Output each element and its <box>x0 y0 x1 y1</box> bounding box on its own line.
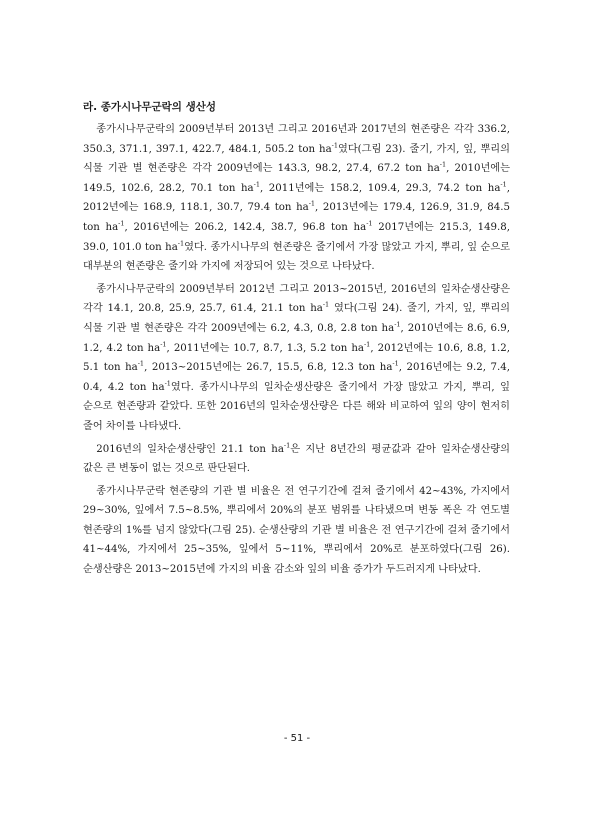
superscript-exponent: -1 <box>366 219 373 228</box>
paragraph-organ-ratio <box>83 482 510 580</box>
paragraph-text-run: 2017년에는 215.3, 149.8, 39.0, 101.0 ton ha <box>83 221 510 253</box>
paragraph-text-run: , 2016년에는 206.2, 142.4, 38.7, 96.8 ton ha <box>124 221 367 233</box>
paragraph-text-run: , 2012년에는 168.9, 118.1, 30.7, 79.4 ton ha <box>83 182 510 214</box>
paragraph-text-run: , 2016년에는 9.2, 7.4, 0.4, 4.2 ton ha <box>83 362 510 393</box>
superscript-exponent: -1 <box>137 359 145 368</box>
paragraph-2016-npp <box>83 440 510 479</box>
paragraph-text-run: 종가시나무군락 현존량의 기관 별 비율은 전 연구기간에 걸쳐 줄기에서 42~43%, 가지에서 29~30%, 잎에서 7.5~8.5%, 뿌리에서 20%의 분포 범위를 나타냈으며 변동 폭은 각 연도별 현존량의 1%를 넘지 않았다(그림 25). 순생산량의 기관 별 비율은 전 연구기간에 걸쳐 줄기에서 41~44%, 가지에서 25~35%, 잎에서 5~11%, 뿌리에서 20%로 분포하였다(그림 26). 순생산량은 2013~2015년에 가지의 비율 감소와 잎의 비율 증가가 두드러지게 나타났다. <box>83 485 510 576</box>
document-body <box>83 98 510 583</box>
section-heading: 라. 종가시나무군락의 생산성 <box>83 101 217 113</box>
paragraph-text-run: , 2012년에는 10.6, 8.8, 1.2, 5.1 ton ha <box>83 342 510 374</box>
superscript-exponent: -1 <box>392 359 399 368</box>
paragraph-text-run: 였다. 종가시나무의 일차순생산량은 줄기에서 가장 많았고 가지, 뿌리, 잎 순으로 현존량과 같았다. 또한 2016년의 일차순생산량은 다른 해와 비교하여 잎의 양이 현저히 줄어 차이를 나타냈다. <box>83 381 510 432</box>
paragraph-text-run: 2016년의 일차순생산량인 21.1 ton ha <box>96 443 284 455</box>
superscript-exponent: -1 <box>500 180 507 189</box>
paragraph-text-run: 였다(그림 24). 줄기, 가지, 잎, 뿌리의 식물 기관 별 현존량은 각각 2009년에는 6.2, 4.3, 0.8, 2.8 ton ha <box>83 303 510 334</box>
superscript-exponent: -1 <box>439 160 447 169</box>
paragraph-text-run: 종가시나무군락의 2009년부터 2013년 그리고 2016년과 2017년의 현존량은 각각 336.2, 350.3, 371.1, 397.1, 422.7, 484.1, 505.2 ton ha <box>83 124 510 155</box>
superscript-exponent: -1 <box>322 300 330 309</box>
paragraph-text-run: , 2011년에는 158.2, 109.4, 29.3, 74.2 ton ha <box>259 182 501 194</box>
paragraph-text-run: , 2013~2015년에는 26.7, 15.5, 6.8, 12.3 ton ha <box>144 362 393 374</box>
paragraph-text-run: 은 지난 8년간의 평균값과 같아 일차순생산량의 값은 큰 변동이 없는 것으로 판단된다. <box>83 443 510 475</box>
superscript-exponent: -1 <box>160 340 167 349</box>
paragraph-net-primary-production <box>83 280 510 437</box>
superscript-exponent: -1 <box>394 320 401 329</box>
paragraph-text-run: , 2011년에는 10.7, 8.7, 1.3, 5.2 ton ha <box>166 342 364 354</box>
superscript-exponent: -1 <box>164 379 171 388</box>
superscript-exponent: -1 <box>283 441 291 450</box>
paragraph-text-run: , 2010년에는 149.5, 102.6, 28.2, 70.1 ton ha <box>83 163 510 194</box>
superscript-exponent: -1 <box>118 219 125 228</box>
superscript-exponent: -1 <box>308 199 316 208</box>
superscript-exponent: -1 <box>331 141 338 150</box>
paragraph-text-run: 종가시나무군락의 2009년부터 2012년 그리고 2013~2015년, 2016년의 일차순생산량은 각각 14.1, 20.8, 25.9, 25.7, 61.4, 21.1 ton ha <box>83 283 510 315</box>
paragraph-standing-biomass <box>83 120 510 277</box>
superscript-exponent: -1 <box>253 180 260 189</box>
paragraph-text-run: 였다(그림 23). 줄기, 가지, 잎, 뿌리의 식물 기관 별 현존량은 각각 2009년에는 143.3, 98.2, 27.4, 67.2 ton ha <box>83 143 510 175</box>
paragraph-text-run: , 2013년에는 179.4, 126.9, 31.9, 84.5 ton ha <box>83 202 510 233</box>
superscript-exponent: -1 <box>177 239 185 248</box>
paragraph-container <box>83 120 510 580</box>
paragraph-text-run: 였다. 종가시나무의 현존량은 줄기에서 가장 많았고 가지, 뿌리, 잎 순으로 대부분의 현존량은 줄기와 가지에 저장되어 있는 것으로 나타났다. <box>83 241 511 273</box>
page-number: - 51 - <box>283 733 311 744</box>
superscript-exponent: -1 <box>363 340 371 349</box>
paragraph-text-run: , 2010년에는 8.6, 6.9, 1.2, 4.2 ton ha <box>83 322 510 354</box>
